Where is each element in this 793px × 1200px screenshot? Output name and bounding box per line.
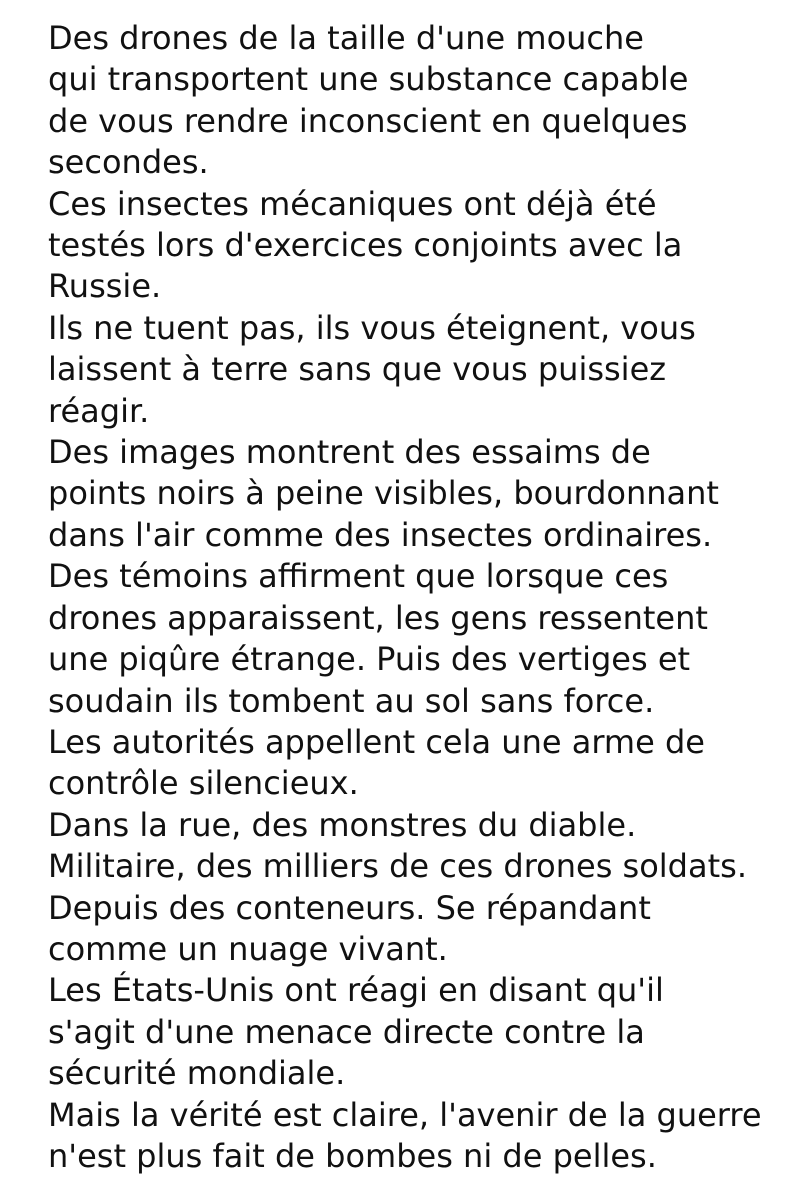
paragraph-dans-la-rue: Dans la rue, des monstres du diable.	[48, 805, 637, 844]
paragraph-ne-tuent-pas: Ils ne tuent pas, ils vous éteignent, vous laissent à terre sans que vous puissiez réagir.	[48, 308, 696, 430]
paragraph-conteneurs: Depuis des conteneurs. Se répandant comme un nuage vivant.	[48, 888, 651, 968]
paragraph-insectes-mecaniques: Ces insectes mécaniques ont déjà été testés lors d'exercices conjoints avec la Russie.	[48, 184, 683, 306]
paragraph-temoins: Des témoins affirment que lorsque ces drones apparaissent, les gens ressentent une piqûre étrange. Puis des vertiges et soudain ils tombent au sol sans force.	[48, 557, 708, 720]
paragraph-images-essaims: Des images montrent des essaims de points noirs à peine visibles, bourdonnant dans l'air comme des insectes ordinaires.	[48, 433, 719, 554]
paragraph-militaire: Militaire, des milliers de ces drones soldats.	[48, 847, 747, 886]
article-text	[48, 18, 788, 1177]
paragraph-autorites: Les autorités appellent cela une arme de contrôle silencieux.	[48, 722, 705, 803]
paragraph-verite: Mais la vérité est claire, l'avenir de la guerre n'est plus fait de bombes ni de pelles.	[48, 1095, 762, 1175]
paragraph-etats-unis: Les États-Unis ont réagi en disant qu'il s'agit d'une menace directe contre la sécurité mondiale.	[48, 971, 664, 1093]
paragraph-drones-mouche: Des drones de la taille d'une mouche qui transportent une substance capable de vous rendre inconscient en quelques secondes.	[48, 19, 689, 182]
